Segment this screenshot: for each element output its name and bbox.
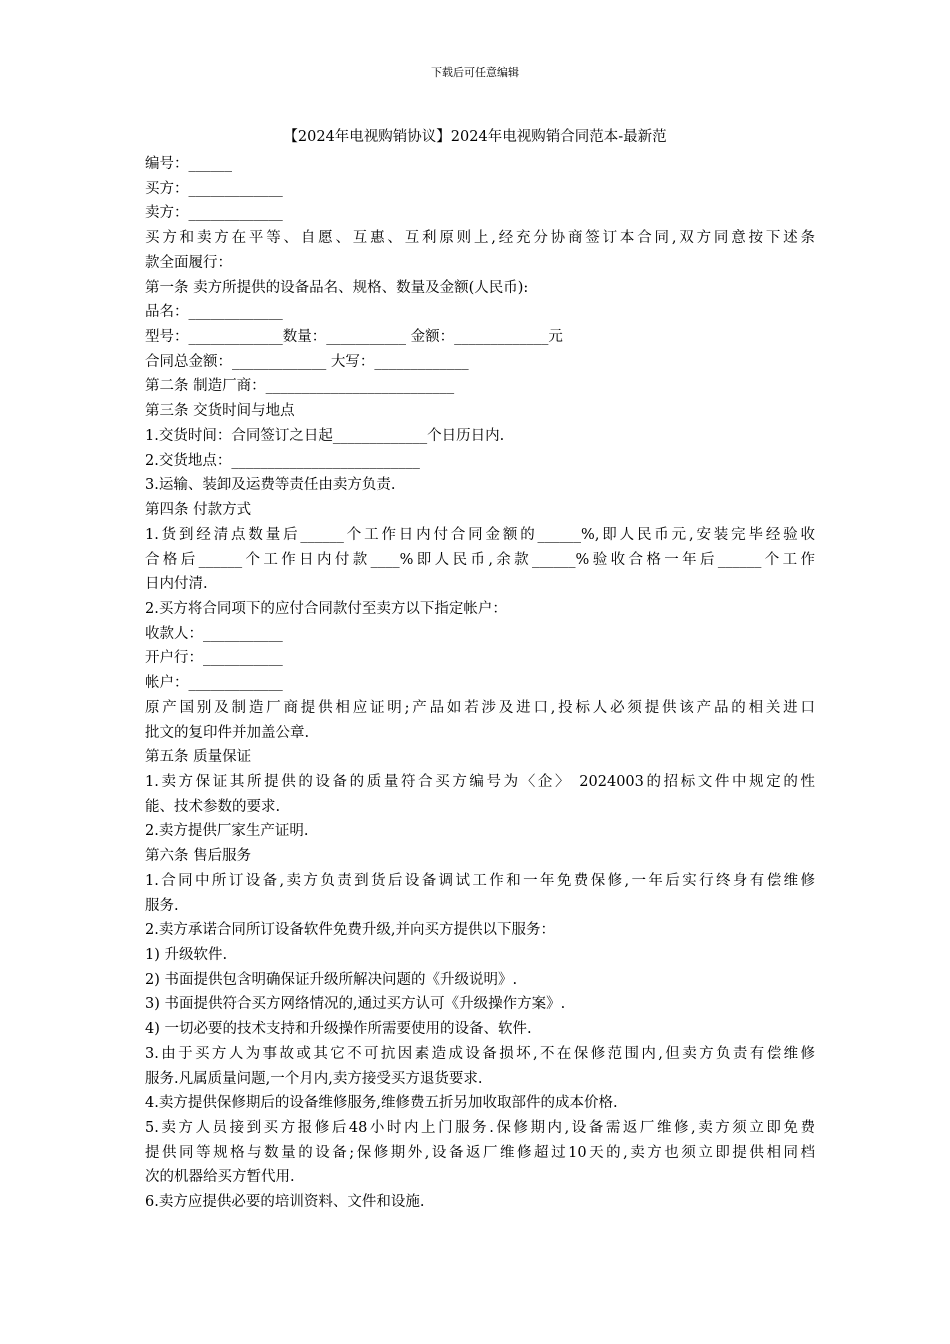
text-line: 合同总金额：_____________ 大写：_____________ bbox=[145, 353, 469, 370]
text-line: 2.交货地点：__________________________ bbox=[145, 452, 420, 469]
text-line: 卖方：_____________ bbox=[145, 205, 283, 222]
text-line: 4.卖方提供保修期后的设备维修服务,维修费五折另加收取部件的成本价格. bbox=[145, 1095, 618, 1112]
text-line: 服务.凡属质量问题,一个月内,卖方接受买方退货要求. bbox=[145, 1070, 483, 1087]
text-line: 1.卖方保证其所提供的设备的质量符合买方编号为〈企〉 2024003的招标文件中规定的性 bbox=[145, 773, 815, 790]
text-line: 6.卖方应提供必要的培训资料、文件和设施. bbox=[145, 1194, 425, 1211]
text-line: 收款人：___________ bbox=[145, 625, 283, 642]
text-line: 次的机器给买方暂代用. bbox=[145, 1169, 295, 1186]
text-line: 第三条 交货时间与地点 bbox=[145, 403, 295, 420]
text-line: 品名：_____________ bbox=[145, 304, 283, 321]
text-line: 提供同等规格与数量的设备;保修期外,设备返厂维修超过10天的,卖方也须立即提供相同档 bbox=[145, 1144, 815, 1161]
text-line: 3.运输、装卸及运费等责任由卖方负责. bbox=[145, 477, 396, 494]
text-line: 2.买方将合同项下的应付合同款付至卖方以下指定帐户： bbox=[145, 600, 507, 617]
text-line: 型号：_____________数量：___________ 金额：_____________元 bbox=[145, 329, 563, 346]
text-line: 服务. bbox=[145, 897, 179, 914]
text-line: 合格后______个工作日内付款____%即人民币,余款______%验收合格一年后______个工作 bbox=[145, 551, 815, 568]
text-line: 1.货到经清点数量后______个工作日内付合同金额的______%,即人民币元,安装完毕经验收 bbox=[145, 526, 815, 543]
text-line: 第四条 付款方式 bbox=[145, 502, 252, 519]
document-title: 【2024年电视购销协议】2024年电视购销合同范本-最新范 bbox=[283, 129, 667, 145]
text-line: 开户行：___________ bbox=[145, 650, 283, 667]
text-line: 买方：_____________ bbox=[145, 180, 283, 197]
text-line: 1.合同中所订设备,卖方负责到货后设备调试工作和一年免费保修,一年后实行终身有偿维修 bbox=[145, 872, 815, 889]
text-line: 买方和卖方在平等、自愿、互惠、互利原则上,经充分协商签订本合同,双方同意按下述条 bbox=[145, 230, 815, 247]
text-line: 编号：______ bbox=[145, 156, 232, 172]
text-line: 5.卖方人员接到买方报修后48小时内上门服务.保修期内,设备需返厂维修,卖方须立即免费 bbox=[145, 1120, 815, 1137]
text-line: 款全面履行： bbox=[145, 254, 232, 271]
document-body bbox=[145, 152, 815, 1215]
text-line: 3.由于买方人为事故或其它不可抗因素造成设备损坏,不在保修范围内,但卖方负责有偿维修 bbox=[145, 1045, 815, 1062]
header-note: 下载后可任意编辑 bbox=[431, 66, 519, 79]
text-line: 第二条 制造厂商：__________________________ bbox=[145, 378, 455, 395]
text-line: 2.卖方承诺合同所订设备软件免费升级,并向买方提供以下服务： bbox=[145, 922, 555, 939]
text-line: 帐户：_____________ bbox=[145, 675, 283, 692]
text-line: 批文的复印件并加盖公章. bbox=[145, 724, 310, 741]
text-line: 3) 书面提供符合买方网络情况的,通过买方认可《升级操作方案》. bbox=[145, 996, 566, 1013]
text-line: 日内付清. bbox=[145, 576, 208, 593]
text-line: 原产国别及制造厂商提供相应证明;产品如若涉及进口,投标人必须提供该产品的相关进口 bbox=[145, 699, 815, 716]
text-line: 第一条 卖方所提供的设备品名、规格、数量及金额(人民币): bbox=[145, 279, 529, 296]
text-line: 第六条 售后服务 bbox=[145, 848, 252, 865]
text-line: 1) 升级软件. bbox=[145, 947, 228, 963]
text-line: 第五条 质量保证 bbox=[145, 749, 252, 766]
text-line: 2) 书面提供包含明确保证升级所解决问题的《升级说明》. bbox=[145, 971, 518, 988]
text-line: 4) 一切必要的技术支持和升级操作所需要使用的设备、软件. bbox=[145, 1021, 532, 1038]
text-line: 2.卖方提供厂家生产证明. bbox=[145, 823, 309, 840]
text-line: 1.交货时间：合同签订之日起_____________个日历日内. bbox=[145, 427, 505, 444]
text-line: 能、技术参数的要求. bbox=[145, 798, 281, 815]
